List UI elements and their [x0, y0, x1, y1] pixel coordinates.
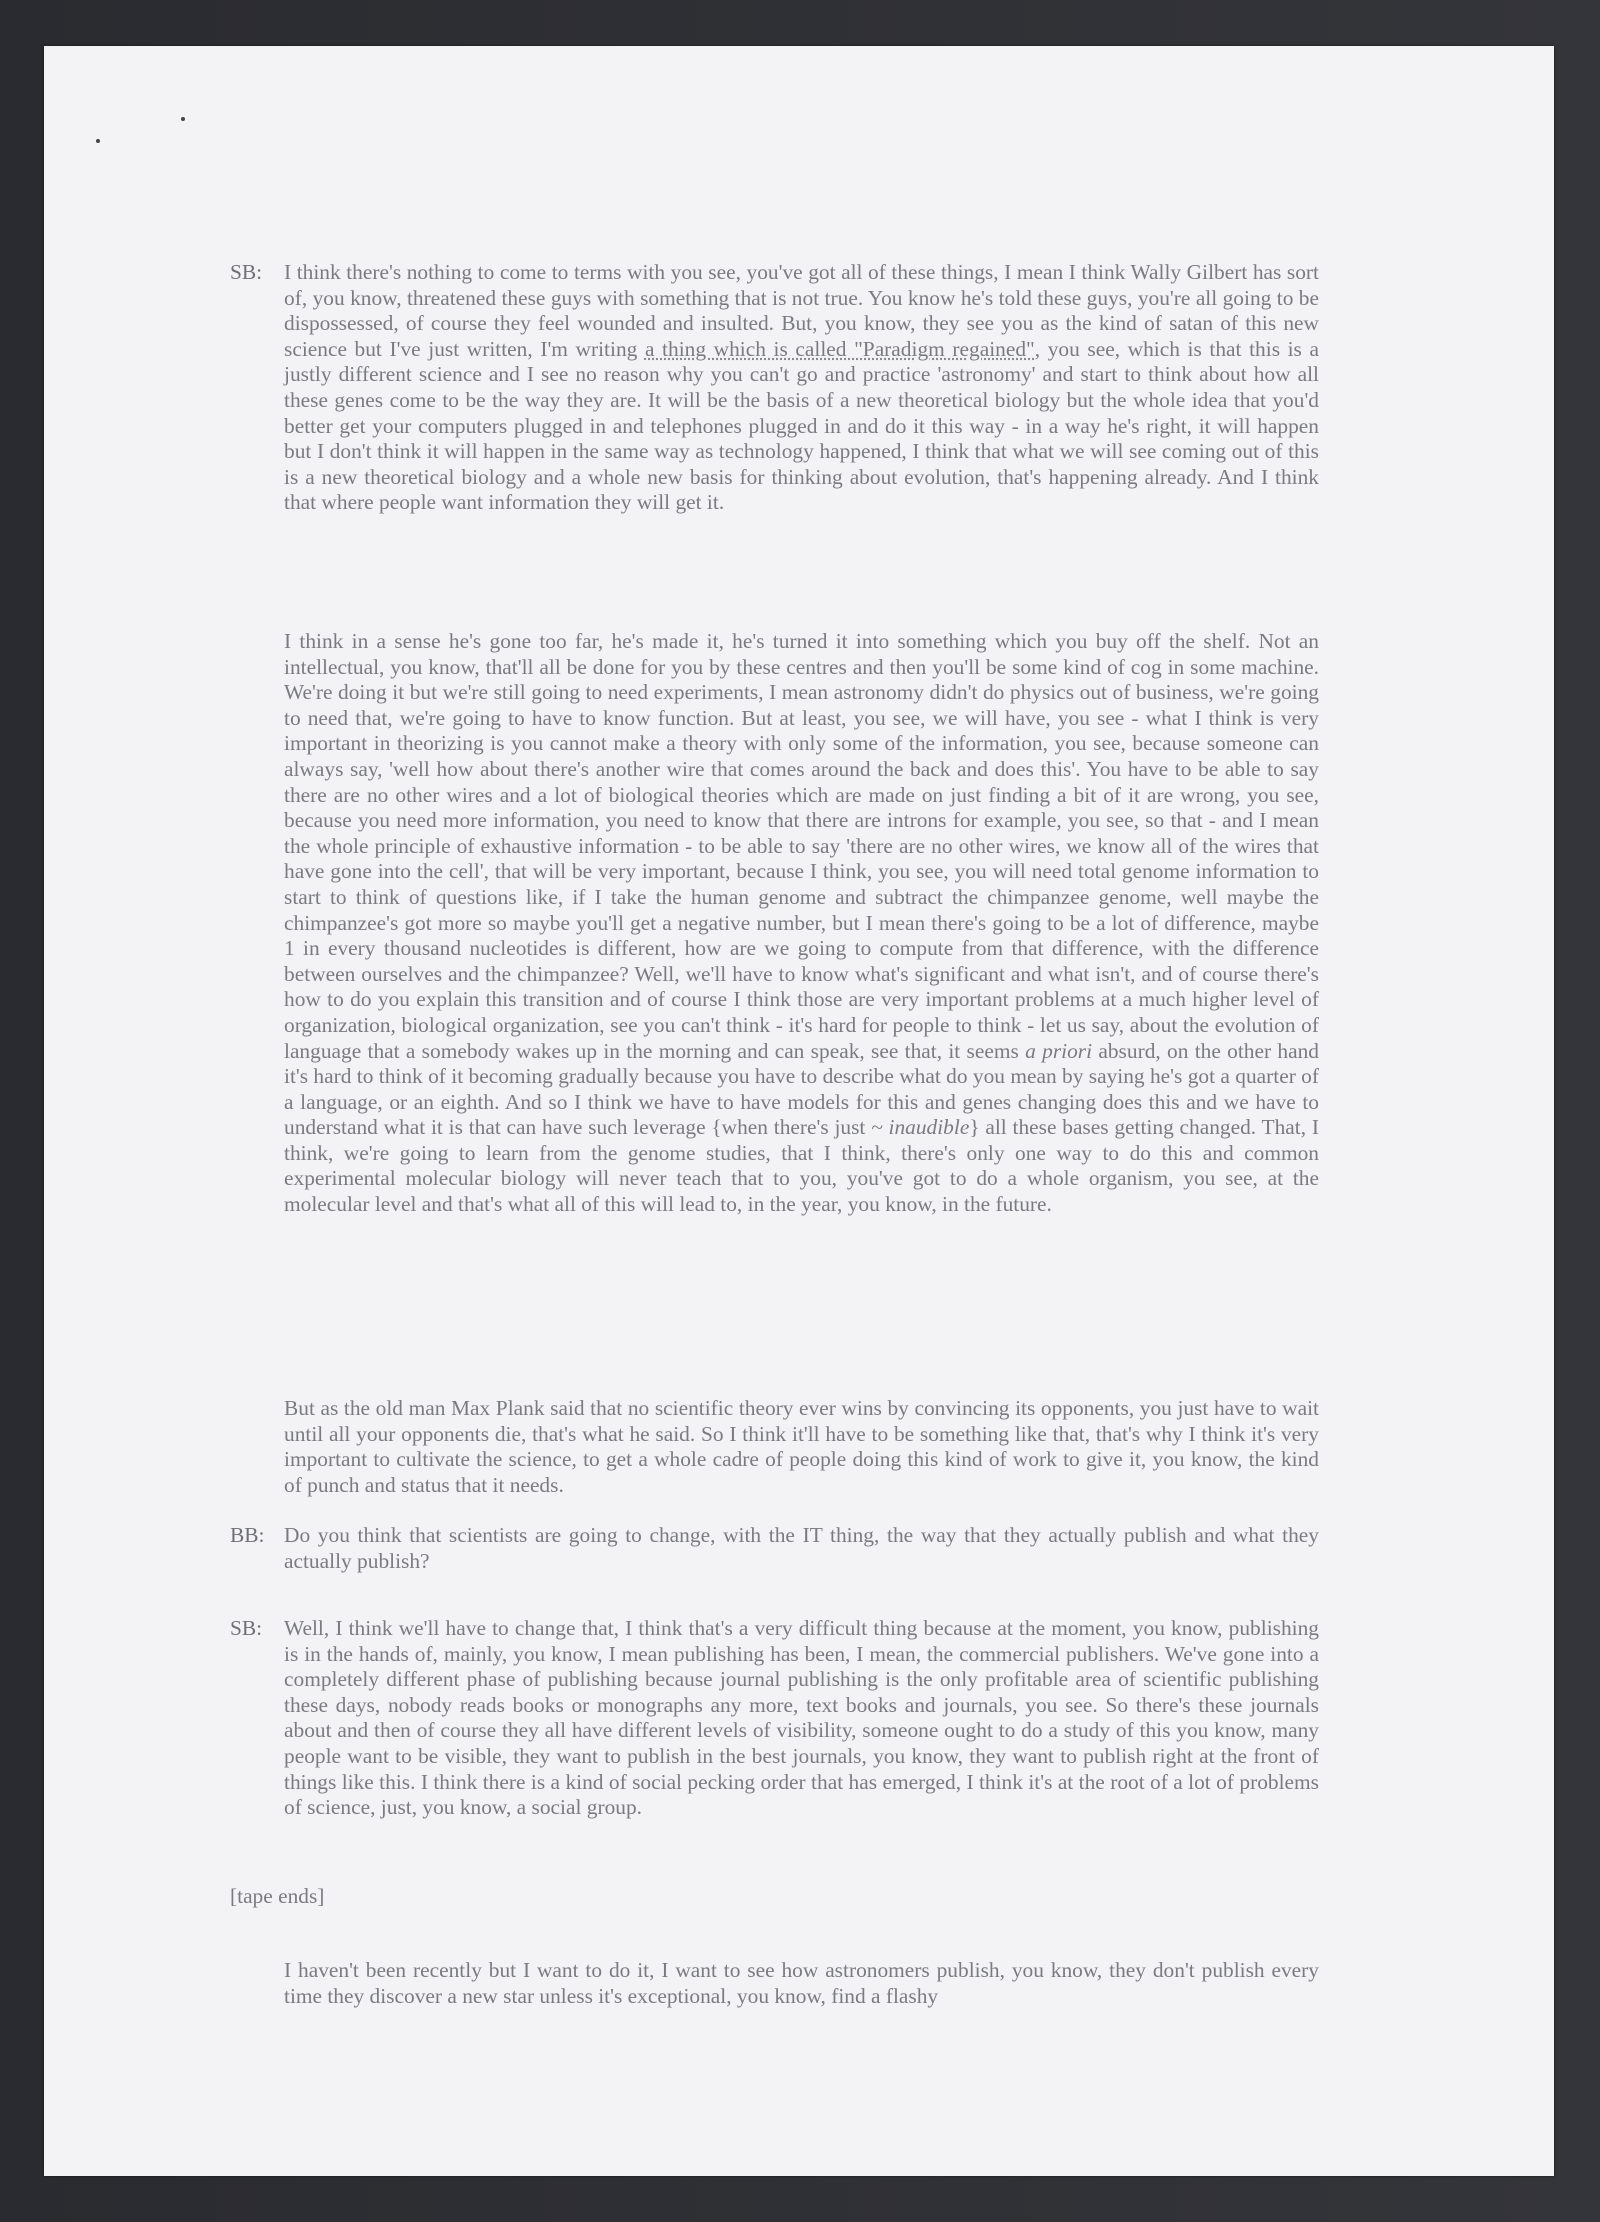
speaker-label: BB: — [230, 1523, 265, 1547]
paragraph-text: I think in a sense he's gone too far, he's made it, he's turned it into something which you buy off the shelf. Not an intellectual, you know, that'll all be done for you by these centres and then you'll be some kind of cog in some machine. We're doing it but we're still going to need experiments, I mean astronomy didn't do physics out of business, we're going to need that, we're going to have to know function. But at least, you see, we will have, you see - what I think is very important in theorizing is you cannot make a theory with only some of the information, you see, because someone can always say, 'well how about there's another wire that comes around the back and does this'. You have to be able to say there are no other wires and a lot of biological theories which are made on just finding a bit of it are wrong, you see, because you need more information, you need to know that there are introns for example, you see, so that - and I mean the whole principle of exhaustive information - to be able to say 'there are no other wires, we know all of the wires that have gone into the cell', that will be very important, because I think, you see, you will need total genome information to start to think of questions like, if I take the human genome and subtract the chimpanzee genome, well maybe the chimpanzee's got more so maybe you'll get a negative number, but I mean there's going to be a lot of difference, maybe 1 in every thousand nucleotides is different, how are we going to compute from that difference, with the difference between ourselves and the chimpanzee? Well, we'll have to know what's significant and what isn't, and of course there's how to do you explain this transition and of course I think those are very important problems at a much higher level of organization, biological organization, see you can't think - it's hard for people to think - let us say, about the evolution of language that a somebody wakes up in the morning and can speak, see that, it seems — [284, 629, 1319, 1063]
paragraph — [284, 260, 1319, 516]
paragraph: Do you think that scientists are going to change, with the IT thing, the way that they actually publish and what they actually publish? — [284, 1523, 1319, 1573]
paragraph-text: absurd, on the other hand it's hard to think of it becoming gradually because you have to describe what do you mean by saying he's got a quarter of a language, or an eighth. And so I think we have to have models for this and genes changing does this and we have to understand what it is that can have such leverage {when there's just — [284, 1038, 1319, 1140]
scan-speck — [96, 139, 100, 143]
paragraph-text: } all these bases getting changed. That, I think, we're going to learn from the genome studies, that I think, there's only one way to do this and common experimental molecular biology will never teach that to you, you've got to do a whole organism, you see, at the molecular level and that's what all of this will lead to, in the year, you know, in the future. — [284, 1115, 1319, 1217]
paragraph: But as the old man Max Plank said that no scientific theory ever wins by convincing its opponents, you just have to wait until all your opponents die, that's what he said. So I think it'll have to be something like that, that's why I think it's very important to cultivate the science, to get a whole cadre of people doing this kind of work to give it, you know, the kind of punch and status that it needs. — [284, 1396, 1319, 1497]
scan-speck — [181, 117, 185, 121]
underlined-text: a thing which is called "Paradigm regained" — [644, 336, 1035, 361]
speaker-label: SB: — [230, 1616, 263, 1640]
document-page — [44, 46, 1554, 2176]
paragraph: I haven't been recently but I want to do it, I want to see how astronomers publish, you know, they don't publish every time they discover a new star unless it's exceptional, you know, find a flashy — [284, 1958, 1319, 2008]
paragraph — [284, 629, 1319, 1218]
tape-note: [tape ends] — [230, 1884, 325, 1908]
speaker-label: SB: — [230, 260, 263, 284]
italic-text: a priori — [1025, 1038, 1093, 1063]
paragraph-text: I think there's nothing to come to terms with you see, you've got all of these things, I mean I think Wally Gilbert has sort of, you know, threatened these guys with something that is not true. You know he's told these guys, you're all going to be dispossessed, of course they feel wounded and insulted. But, you know, they see you as the kind of satan of this new science but I've just written, I'm writing — [284, 260, 1319, 361]
paragraph-text: , you see, which is that this is a justly different science and I see no reason why you can't go and practice 'astronomy' and start to think about how all these genes come to be the way they are. It will be the basis of a new theoretical biology but the whole idea that you'd better get your computers plugged in and telephones plugged in and do it this way - in a way he's right, it will happen but I don't think it will happen in the same way as technology happened, I think that what we will see coming out of this is a new theoretical biology and a whole new basis for thinking about evolution, that's happening already. And I think that where people want information they will get it. — [284, 336, 1319, 515]
italic-text: ~ inaudible — [871, 1115, 970, 1140]
paragraph: Well, I think we'll have to change that, I think that's a very difficult thing because at the moment, you know, publishing is in the hands of, mainly, you know, I mean publishing has been, I mean, the commercial publishers. We've gone into a completely different phase of publishing because journal publishing is the only profitable area of scientific publishing these days, nobody reads books or monographs any more, text books and journals, you see. So there's these journals about and then of course they all have different levels of visibility, someone ought to do a study of this you know, many people want to be visible, they want to publish in the best journals, you know, they want to publish right at the front of things like this. I think there is a kind of social pecking order that has emerged, I think it's at the root of a lot of problems of science, just, you know, a social group. — [284, 1616, 1319, 1820]
